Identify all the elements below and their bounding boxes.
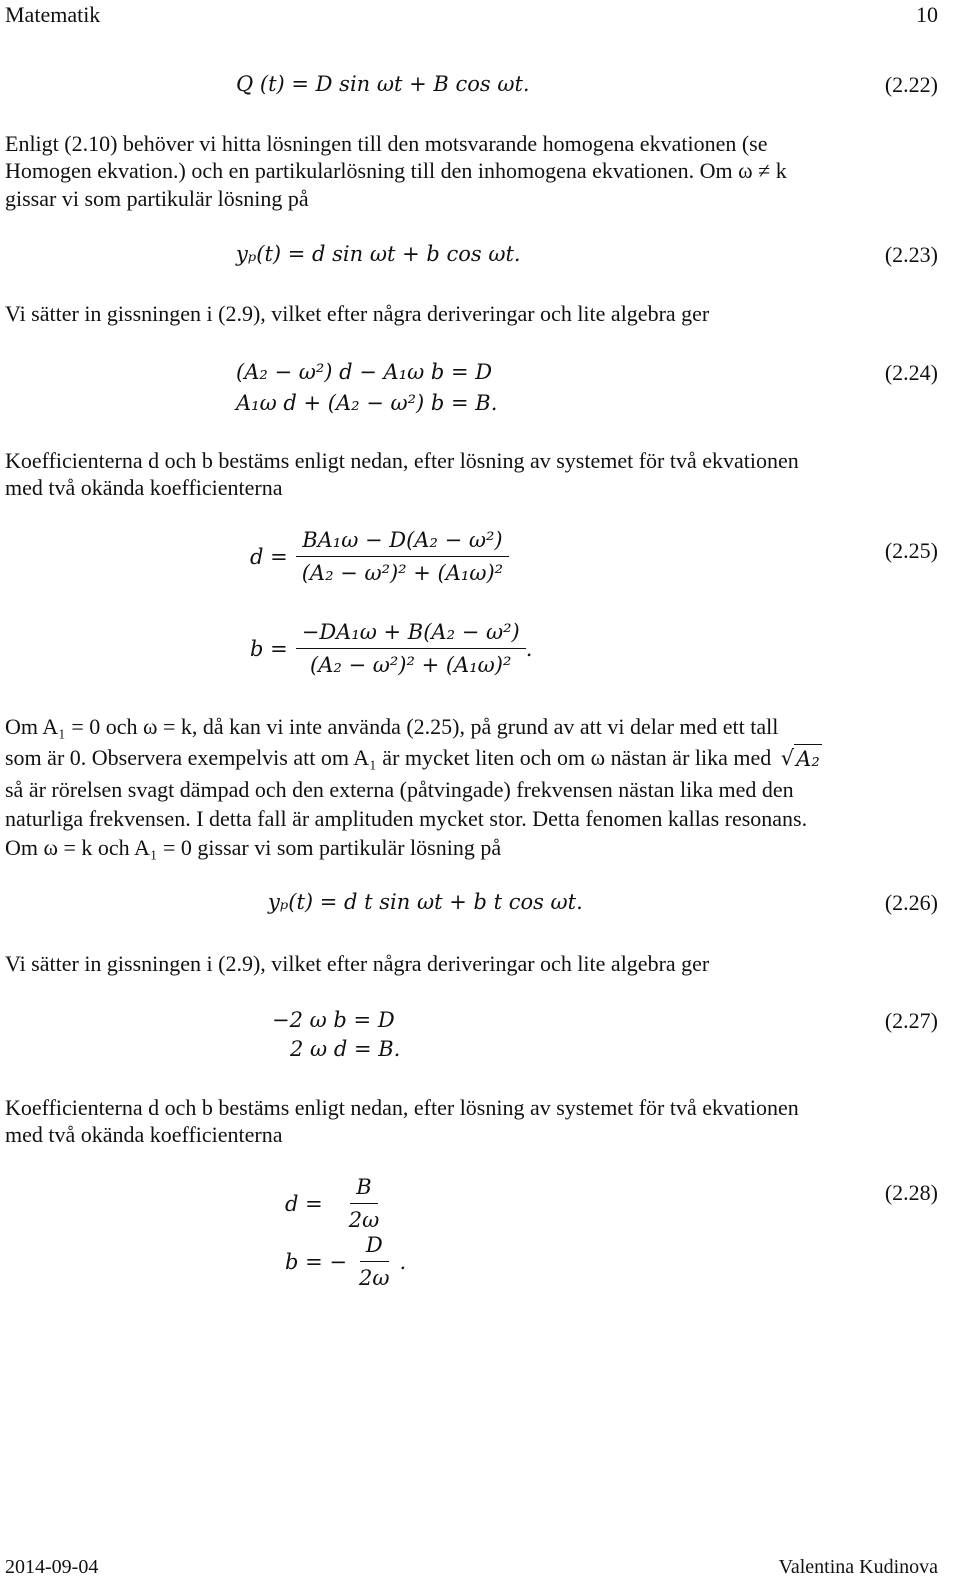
paragraph-1-line-2: Homogen ekvation.) och en partikularlösning till den inhomogena ekvationen. Om ω ≠ k	[5, 158, 787, 183]
equation-2-28-b	[285, 1233, 406, 1290]
page-number: 10	[916, 2, 938, 27]
fraction-denominator: 2ω	[348, 1208, 380, 1232]
paragraph-4-line-5: Om ω = k och A₁ = 0 gissar vi som partikulär lösning på	[5, 835, 502, 860]
paragraph-5: Vi sätter in gissningen i (2.9), vilket efter några deriveringar och lite algebra ger	[5, 951, 710, 976]
fraction-numerator: D	[360, 1233, 389, 1262]
paragraph-4-line-1: Om A₁ = 0 och ω = k, då kan vi inte använda (2.25), på grund av att vi delar med ett tall	[5, 714, 779, 739]
sqrt-expression: √ A₂	[780, 746, 820, 771]
equation-2-28-d-lhs: d =	[285, 1191, 323, 1216]
equation-2-26: yₚ(t) = d t sin ωt + b t cos ωt.	[268, 890, 583, 914]
equation-2-25-b-fraction	[296, 620, 526, 677]
paragraph-2: Vi sätter in gissningen i (2.9), vilket efter några deriveringar och lite algebra ger	[5, 301, 710, 326]
equation-2-25-b-lhs: b =	[250, 636, 288, 661]
paragraph-4-line-2	[5, 744, 822, 773]
equation-2-23: yₚ(t) = d sin ωt + b cos ωt.	[236, 242, 521, 266]
equation-2-25-d-fraction	[296, 528, 509, 585]
equation-2-24-row-1: (A₂ − ω²) d − A₁ω b = D	[236, 360, 493, 384]
equation-2-28-b-fraction	[353, 1233, 396, 1290]
paragraph-4-line-2-text: som är 0. Observera exempelvis att om A₁ är mycket liten och om ω nästan är lika med	[5, 745, 772, 770]
equation-number-2-25: (2.25)	[884, 538, 938, 563]
equation-2-28-d-fraction	[343, 1175, 386, 1232]
footer-author: Valentina Kudinova	[778, 1556, 938, 1578]
paragraph-1-line-1: Enligt (2.10) behöver vi hitta lösningen till den motsvarande homogena ekvationen (se	[5, 131, 768, 156]
equation-number-2-27: (2.27)	[884, 1008, 938, 1033]
equation-number-2-22: (2.22)	[884, 72, 938, 97]
paragraph-3-line-1: Koefficienterna d och b bestäms enligt nedan, efter lösning av systemet för två ekvationen	[5, 448, 799, 473]
equation-number-2-24: (2.24)	[884, 360, 938, 385]
equation-2-25-d-lhs: d =	[250, 544, 288, 569]
equation-2-25-b	[250, 620, 532, 677]
equation-2-22: Q (t) = D sin ωt + B cos ωt.	[236, 72, 530, 96]
paragraph-3-line-2: med två okända koefficienterna	[5, 475, 283, 500]
equation-2-28-d	[285, 1175, 385, 1232]
equation-2-27-row-1: −2 ω b = D	[272, 1008, 395, 1032]
footer-date: 2014-09-04	[5, 1556, 99, 1578]
fraction-numerator: B	[350, 1175, 377, 1204]
equation-number-2-28: (2.28)	[884, 1180, 938, 1205]
fraction-denominator: 2ω	[359, 1266, 390, 1290]
equation-2-27-row-2: 2 ω d = B.	[290, 1037, 401, 1061]
equation-2-28-b-lhs: b = −	[285, 1249, 347, 1274]
fraction-denominator: (A₂ − ω²)² + (A₁ω)²	[301, 561, 504, 585]
equation-2-28-b-period: .	[399, 1249, 407, 1274]
equation-2-25-d	[250, 528, 509, 585]
equation-2-24-row-2: A₁ω d + (A₂ − ω²) b = B.	[236, 391, 498, 415]
paragraph-4-line-3: så är rörelsen svagt dämpad och den externa (påtvingade) frekvensen nästan lika med den	[5, 777, 794, 802]
paragraph-1-line-3: gissar vi som partikulär lösning på	[5, 186, 309, 211]
fraction-numerator: −DA₁ω + B(A₂ − ω²)	[296, 620, 526, 649]
fraction-numerator: BA₁ω − D(A₂ − ω²)	[296, 528, 508, 557]
equation-number-2-23: (2.23)	[884, 242, 938, 267]
paragraph-6-line-2: med två okända koefficienterna	[5, 1122, 283, 1147]
equation-2-25-b-period: .	[525, 636, 533, 661]
equation-number-2-26: (2.26)	[884, 890, 938, 915]
sqrt-radicand: A₂	[794, 744, 822, 773]
paragraph-6-line-1: Koefficienterna d och b bestäms enligt nedan, efter lösning av systemet för två ekvationen	[5, 1095, 799, 1120]
fraction-denominator: (A₂ − ω²)² + (A₁ω)²	[310, 653, 512, 677]
paragraph-4-line-4: naturliga frekvensen. I detta fall är amplituden mycket stor. Detta fenomen kallas resonans.	[5, 806, 808, 831]
header-subject: Matematik	[5, 2, 101, 27]
